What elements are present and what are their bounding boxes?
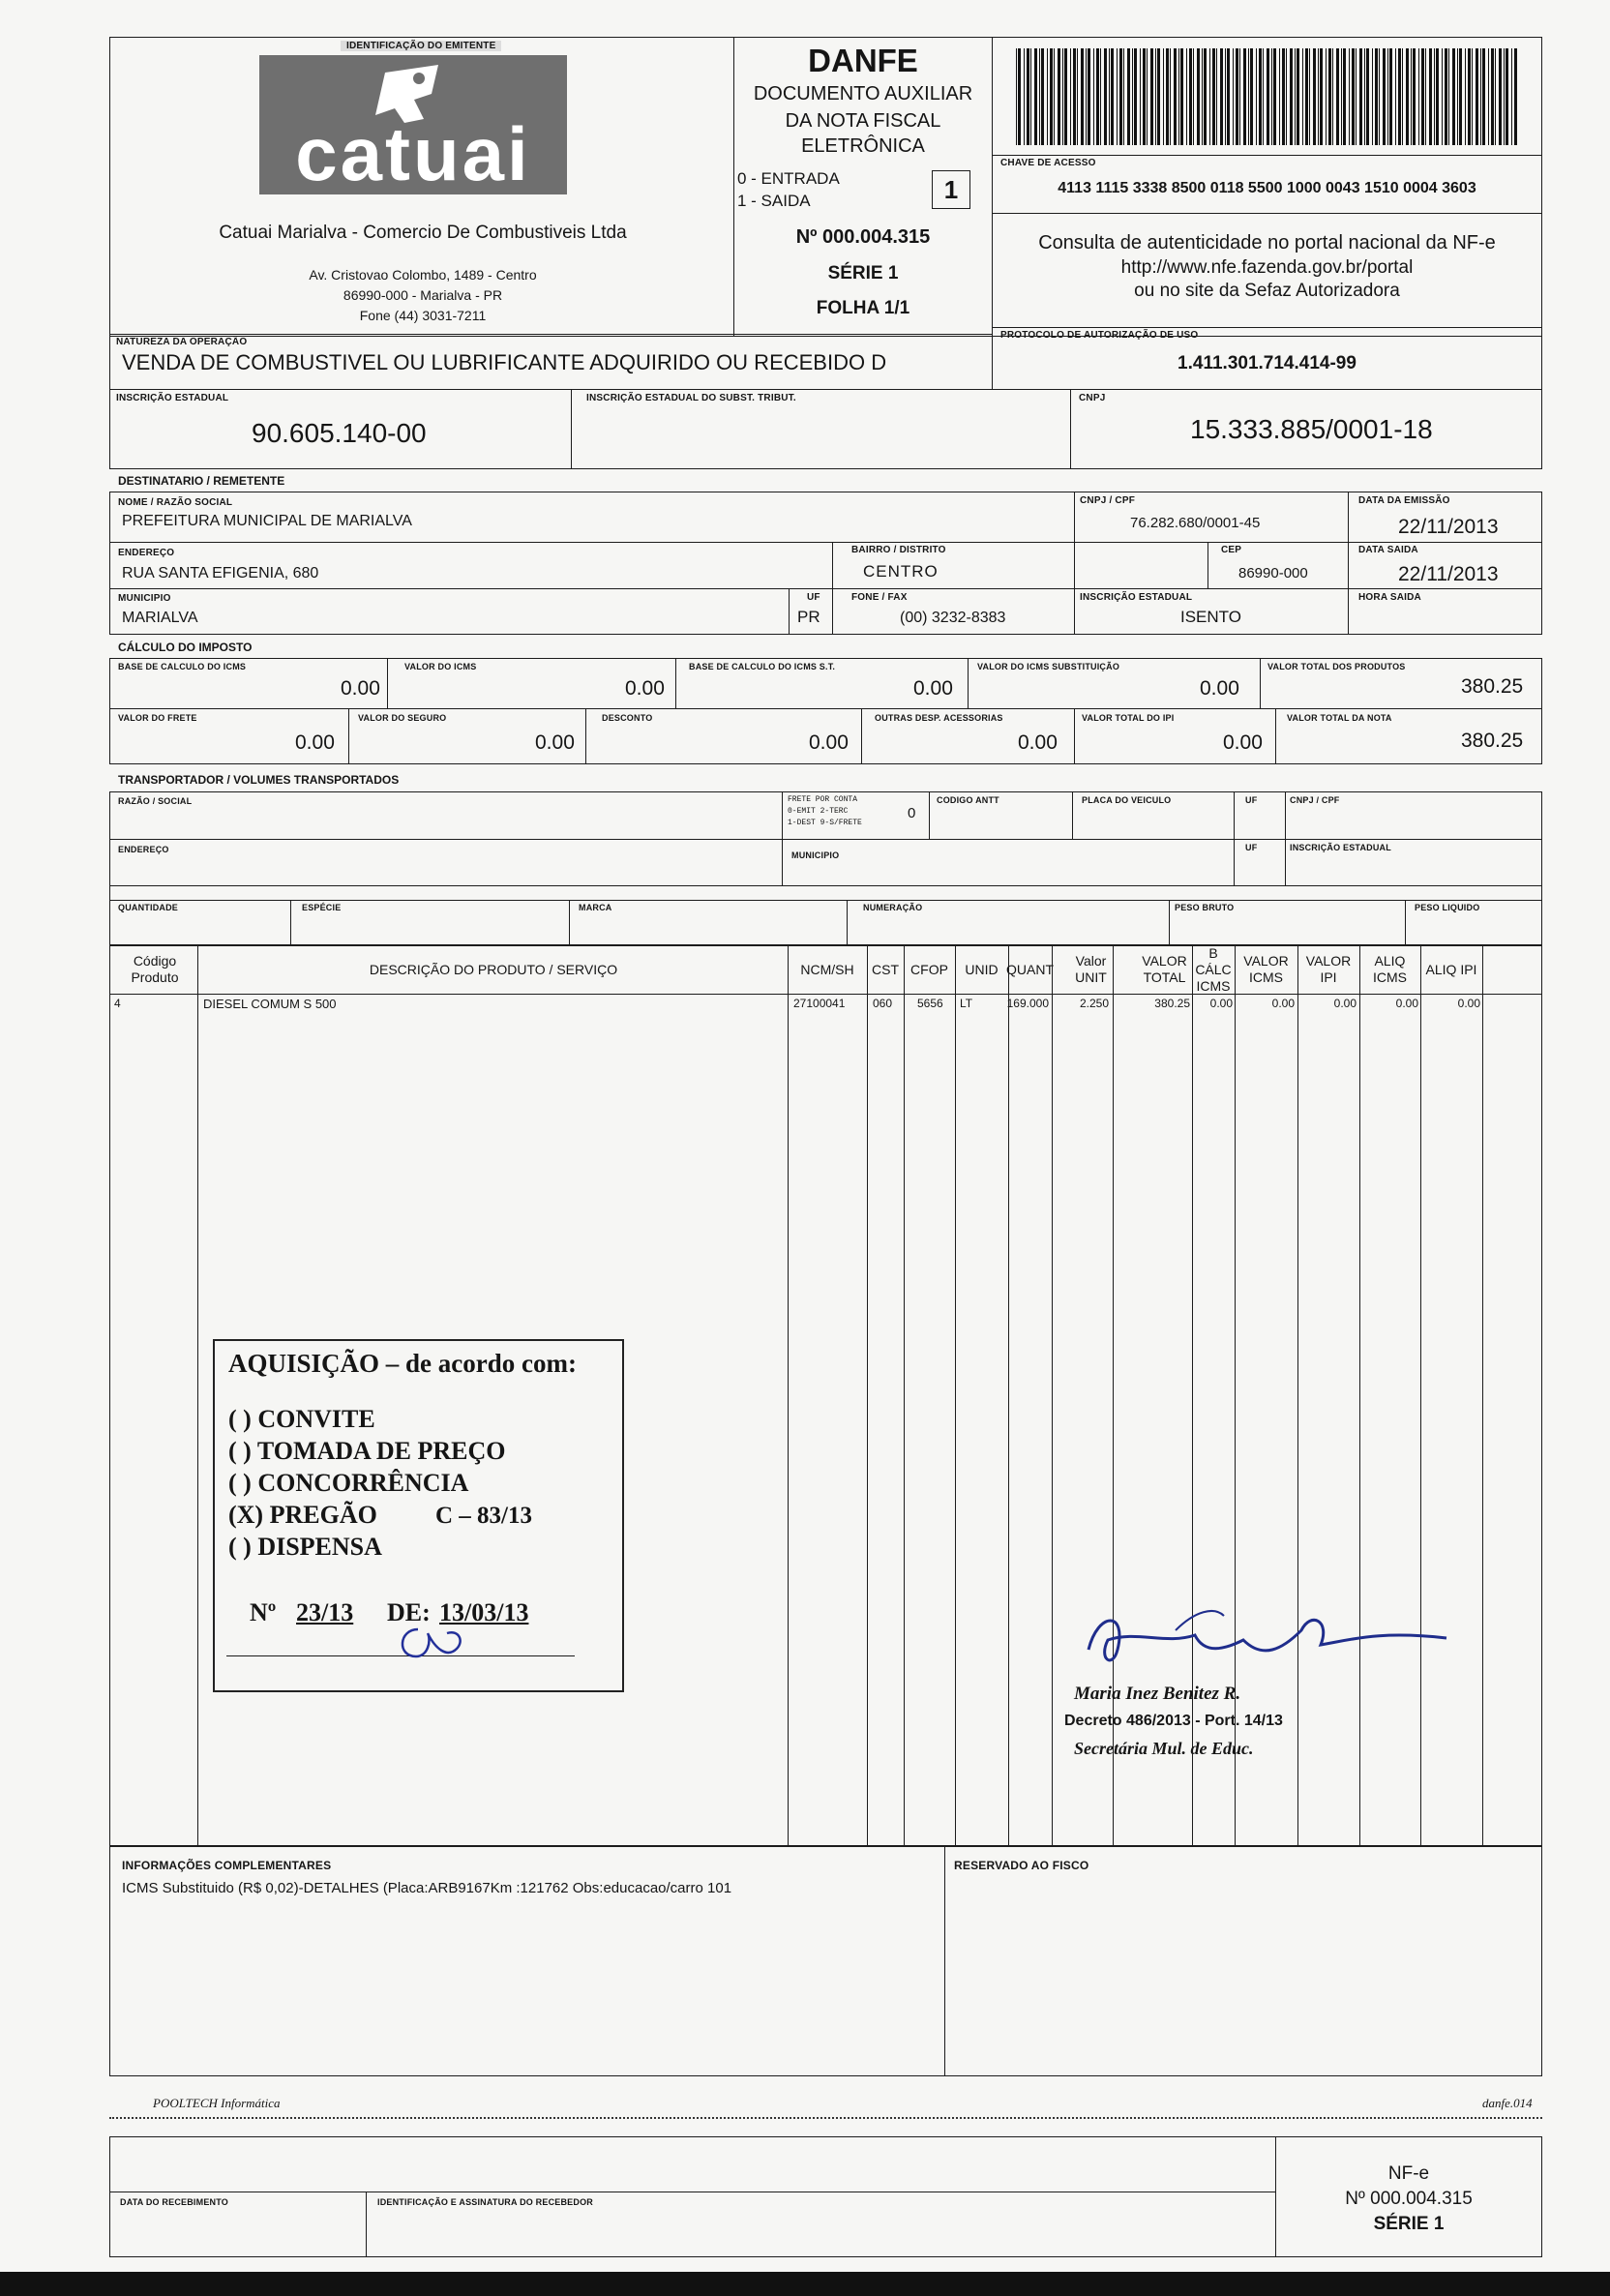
barcode-bar: [1088, 48, 1090, 145]
canhoto-serie: SÉRIE 1: [1373, 2214, 1445, 2234]
dest-fone-label: FONE / FAX: [851, 592, 908, 603]
danfe-folha: FOLHA 1/1: [816, 298, 910, 318]
dest-cep-label: CEP: [1221, 545, 1242, 555]
stamp-de-prefix: DE:: [387, 1598, 431, 1626]
bc-st-label: BASE DE CALCULO DO ICMS S.T.: [689, 662, 836, 671]
dest-bairro: CENTRO: [863, 562, 939, 581]
barcode-bar: [1100, 48, 1101, 145]
footer-right: danfe.014: [1482, 2096, 1533, 2110]
dest-cep: 86990-000: [1238, 565, 1308, 581]
barcode-bar: [1476, 48, 1478, 145]
barcode-bar: [1117, 48, 1118, 145]
info-label: INFORMAÇÕES COMPLEMENTARES: [122, 1859, 332, 1872]
cnpj-value: 15.333.885/0001-18: [1190, 414, 1433, 444]
footer-left: POOLTECH Informática: [153, 2096, 281, 2110]
danfe-saida: 1 - SAIDA: [737, 192, 811, 210]
trans-numeracao-label: NUMERAÇÃO: [863, 903, 923, 912]
barcode-bar: [1452, 48, 1455, 145]
barcode-bar: [1202, 48, 1203, 145]
barcode-bar: [1186, 48, 1187, 145]
ipi: 0.00: [1223, 731, 1263, 754]
company-logo: [259, 55, 567, 194]
barcode-bar: [1341, 48, 1342, 145]
signature-icon: [1059, 1601, 1466, 1688]
trans-liquido-label: PESO LIQUIDO: [1415, 903, 1480, 912]
ie-st-label: INSCRIÇÃO ESTADUAL DO SUBST. TRIBUT.: [586, 393, 796, 403]
barcode-bar: [1263, 48, 1264, 145]
dest-emissao-label: DATA DA EMISSÃO: [1358, 495, 1450, 506]
row-vunit: 2.250: [1079, 997, 1109, 1010]
barcode-bar: [1352, 48, 1355, 145]
barcode-bar: [1491, 48, 1494, 145]
danfe-serie: SÉRIE 1: [827, 263, 899, 283]
cnpj-label: CNPJ: [1079, 393, 1106, 403]
protocolo-value: 1.411.301.714.414-99: [1178, 353, 1357, 373]
stamp-opt3: ( ) CONCORRÊNCIA: [228, 1469, 469, 1497]
row-vicms: 0.00: [1271, 997, 1295, 1010]
barcode-bar: [1018, 48, 1021, 145]
barcode-bar: [1395, 48, 1396, 145]
dest-endereco: RUA SANTA EFIGENIA, 680: [122, 565, 319, 581]
barcode-bar: [1425, 48, 1426, 145]
col-vicms: VALOR ICMS: [1243, 953, 1289, 985]
barcode-bar: [1070, 48, 1071, 145]
v-icms-label: VALOR DO ICMS: [404, 662, 477, 671]
barcode-bar: [1225, 48, 1226, 145]
barcode-icon: [1016, 48, 1519, 145]
barcode-bar: [1134, 48, 1137, 145]
barcode-bar: [1413, 48, 1416, 145]
stamp-opt2: ( ) TOMADA DE PREÇO: [228, 1437, 506, 1465]
barcode-bar: [1081, 48, 1084, 145]
col-vipi: VALOR IPI: [1305, 953, 1352, 985]
row-aliqipi: 0.00: [1457, 997, 1480, 1010]
row-bcicms: 0.00: [1209, 997, 1233, 1010]
barcode-bar: [1204, 48, 1207, 145]
barcode-bar: [1027, 48, 1029, 145]
frete-label: VALOR DO FRETE: [118, 713, 197, 723]
signature-line3: Secretária Mul. de Educ.: [1074, 1739, 1254, 1758]
imposto-section: CÁLCULO DO IMPOSTO: [118, 641, 253, 654]
dest-municipio-label: MUNICIPIO: [118, 593, 171, 604]
barcode-bar: [1073, 48, 1076, 145]
danfe-sub2: DA NOTA FISCAL: [785, 110, 941, 132]
trans-frete-l3: 1-DEST 9-S/FRETE: [788, 819, 862, 827]
barcode-bar: [1326, 48, 1327, 145]
barcode-bar: [1389, 48, 1392, 145]
trans-uf-label: UF: [1245, 795, 1258, 805]
barcode-bar: [1297, 48, 1299, 145]
stamp-num: 23/13: [296, 1598, 354, 1626]
barcode-bar: [1359, 48, 1362, 145]
trans-bruto-label: PESO BRUTO: [1175, 903, 1235, 912]
barcode-bar: [1193, 48, 1194, 145]
barcode-bar: [1336, 48, 1339, 145]
seguro-label: VALOR DO SEGURO: [358, 713, 447, 723]
barcode-bar: [1271, 48, 1272, 145]
barcode-bar: [1062, 48, 1063, 145]
dest-saida-label: DATA SAIDA: [1358, 545, 1418, 555]
row-descricao: DIESEL COMUM S 500: [203, 997, 337, 1011]
barcode-bar: [1178, 48, 1179, 145]
transportador-section: TRANSPORTADOR / VOLUMES TRANSPORTADOS: [118, 773, 400, 787]
barcode-bar: [1295, 48, 1296, 145]
dest-nome: PREFEITURA MUNICIPAL DE MARIALVA: [122, 513, 412, 529]
barcode-bar: [1273, 48, 1276, 145]
barcode-bar: [1465, 48, 1466, 145]
barcode-bar: [1243, 48, 1246, 145]
bc-st: 0.00: [913, 677, 953, 700]
barcode-bar: [1143, 48, 1146, 145]
barcode-bar: [1096, 48, 1099, 145]
stamp-data: 13/03/13: [439, 1598, 529, 1626]
barcode-bar: [1375, 48, 1378, 145]
barcode-bar: [1236, 48, 1238, 145]
barcode-bar: [1109, 48, 1110, 145]
trans-frete-l1: FRETE POR CONTA: [788, 795, 858, 804]
rubric-signature-icon: [389, 1620, 476, 1668]
ie-value: 90.605.140-00: [252, 418, 427, 448]
col-aliqicms: ALIQ ICMS: [1373, 953, 1407, 985]
trans-marca-label: MARCA: [579, 903, 612, 912]
signature-line1: Maria Inez Benitez R.: [1074, 1684, 1241, 1704]
barcode-bar: [1383, 48, 1386, 145]
barcode-bar: [1398, 48, 1401, 145]
barcode-bar: [1157, 48, 1160, 145]
danfe-title: DANFE: [808, 43, 918, 78]
barcode-bar: [1421, 48, 1424, 145]
desconto-label: DESCONTO: [602, 713, 653, 723]
stamp-opt1: ( ) CONVITE: [228, 1405, 375, 1433]
col-bcicms: B CÁLC ICMS: [1195, 944, 1232, 994]
trans-qtd-label: QUANTIDADE: [118, 903, 178, 912]
trans-especie-label: ESPÉCIE: [302, 903, 342, 912]
stamp-opt4-code: C – 83/13: [435, 1503, 532, 1529]
stamp-title: AQUISIÇÃO – de acordo com:: [228, 1349, 577, 1378]
dest-endereco-label: ENDEREÇO: [118, 548, 175, 558]
trans-frete-val: 0: [908, 805, 916, 821]
emitente-phone: Fone (44) 3031-7211: [359, 308, 487, 323]
barcode-bar: [1248, 48, 1249, 145]
dest-ie-label: INSCRIÇÃO ESTADUAL: [1080, 592, 1193, 603]
col-cst: CST: [872, 961, 899, 977]
barcode-bar: [1379, 48, 1380, 145]
stamp-opt5: ( ) DISPENSA: [228, 1533, 382, 1561]
col-vunit: Valor UNIT: [1075, 953, 1107, 985]
barcode-bar: [1064, 48, 1067, 145]
trans-endereco-label: ENDEREÇO: [118, 845, 169, 854]
dest-emissao: 22/11/2013: [1398, 516, 1499, 538]
barcode-bar: [1047, 48, 1048, 145]
frete: 0.00: [295, 731, 335, 754]
v-prod-label: VALOR TOTAL DOS PRODUTOS: [1267, 662, 1406, 671]
barcode-bar: [1434, 48, 1435, 145]
row-unid: LT: [960, 997, 973, 1010]
stamp-opt4: (X) PREGÃO: [228, 1501, 377, 1529]
barcode-bar: [1119, 48, 1122, 145]
consulta-line1: Consulta de autenticidade no portal nacional da NF-e: [1038, 232, 1496, 253]
barcode-bar: [1436, 48, 1439, 145]
bc-icms-label: BASE DE CALCULO DO ICMS: [118, 662, 247, 671]
col-codigo: Código Produto: [131, 953, 179, 985]
scan-edge: [0, 2272, 1610, 2296]
col-unid: UNID: [965, 961, 999, 977]
emitente-address1: Av. Cristovao Colombo, 1489 - Centro: [309, 267, 537, 283]
barcode-bar: [1480, 48, 1481, 145]
barcode-bar: [1016, 48, 1017, 145]
dest-hora-label: HORA SAIDA: [1358, 592, 1421, 603]
nota: 380.25: [1461, 730, 1524, 752]
barcode-bar: [1127, 48, 1130, 145]
barcode-bar: [1104, 48, 1107, 145]
chave-value: 4113 1115 3338 8500 0118 5500 1000 0043 1510 0004 3603: [1058, 180, 1476, 196]
barcode-bar: [1256, 48, 1257, 145]
barcode-bar: [1216, 48, 1217, 145]
v-prod: 380.25: [1461, 675, 1524, 698]
dest-cnpj: 76.282.680/0001-45: [1130, 515, 1261, 531]
barcode-bar: [1111, 48, 1114, 145]
trans-ie-label: INSCRIÇÃO ESTADUAL: [1290, 843, 1391, 852]
barcode-bar: [1429, 48, 1432, 145]
barcode-bar: [1445, 48, 1447, 145]
barcode-bar: [1041, 48, 1044, 145]
barcode-bar: [1086, 48, 1087, 145]
natureza-value: VENDA DE COMBUSTIVEL OU LUBRIFICANTE ADQUIRIDO OU RECEBIDO D: [122, 350, 887, 374]
logo-text: catuai: [295, 111, 531, 196]
barcode-bar: [1163, 48, 1164, 145]
barcode-bar: [1212, 48, 1215, 145]
barcode-bar: [1372, 48, 1373, 145]
consulta-line2[interactable]: http://www.nfe.fazenda.gov.br/portal: [1120, 257, 1414, 278]
barcode-bar: [1132, 48, 1133, 145]
fisco-label: RESERVADO AO FISCO: [954, 1859, 1089, 1872]
barcode-bar: [1305, 48, 1308, 145]
barcode-bar: [1499, 48, 1502, 145]
barcode-bar: [1472, 48, 1473, 145]
barcode-bar: [1227, 48, 1230, 145]
cut-line: [109, 2117, 1542, 2119]
trans-razao-label: RAZÃO / SOCIAL: [118, 796, 193, 806]
barcode-bar: [1364, 48, 1365, 145]
barcode-bar: [1054, 48, 1055, 145]
barcode-bar: [1448, 48, 1449, 145]
signature-line2: Decreto 486/2013 - Port. 14/13: [1064, 1713, 1283, 1729]
row-vipi: 0.00: [1333, 997, 1357, 1010]
row-aliqicms: 0.00: [1395, 997, 1418, 1010]
dest-fone: (00) 3232-8383: [900, 610, 1006, 626]
barcode-bar: [1320, 48, 1323, 145]
emitente-company: Catuai Marialva - Comercio De Combustiveis Ltda: [219, 223, 627, 243]
danfe-numero: Nº 000.004.315: [795, 226, 931, 248]
barcode-bar: [1180, 48, 1183, 145]
col-quant: QUANT: [1006, 961, 1054, 977]
barcode-bar: [1366, 48, 1369, 145]
barcode-bar: [1166, 48, 1169, 145]
barcode-bar: [1309, 48, 1310, 145]
row-cfop: 5656: [917, 997, 943, 1010]
barcode-bar: [1504, 48, 1505, 145]
barcode-bar: [1387, 48, 1388, 145]
barcode-bar: [1250, 48, 1253, 145]
barcode-bar: [1209, 48, 1210, 145]
ie-label: INSCRIÇÃO ESTADUAL: [116, 393, 229, 403]
row-ncm: 27100041: [793, 997, 846, 1010]
barcode-bar: [1343, 48, 1346, 145]
trans-frete-l2: 0-EMIT 2-TERC: [788, 807, 849, 816]
barcode-bar: [1077, 48, 1078, 145]
seguro: 0.00: [535, 731, 575, 754]
natureza-label: NATUREZA DA OPERAÇÃO: [116, 337, 248, 347]
dest-bairro-label: BAIRRO / DISTRITO: [851, 545, 946, 555]
row-quant: 169.000: [1006, 997, 1049, 1010]
chave-label: CHAVE DE ACESSO: [1000, 158, 1096, 168]
v-st: 0.00: [1200, 677, 1239, 700]
dest-uf: PR: [797, 608, 820, 626]
barcode-bar: [1030, 48, 1031, 145]
barcode-bar: [1442, 48, 1443, 145]
trans-placa-label: PLACA DO VEICULO: [1082, 795, 1172, 805]
barcode-bar: [1514, 48, 1517, 145]
barcode-bar: [1411, 48, 1412, 145]
barcode-bar: [1511, 48, 1512, 145]
barcode-bar: [1239, 48, 1240, 145]
barcode-bar: [1034, 48, 1037, 145]
outras-label: OUTRAS DESP. ACESSORIAS: [875, 713, 1003, 723]
bc-icms: 0.00: [341, 677, 380, 700]
barcode-bar: [1495, 48, 1496, 145]
ipi-label: VALOR TOTAL DO IPI: [1082, 713, 1175, 723]
barcode-bar: [1328, 48, 1331, 145]
trans-municipio-label: MUNICIPIO: [791, 850, 840, 860]
barcode-bar: [1024, 48, 1025, 145]
col-ncm: NCM/SH: [800, 961, 854, 977]
barcode-bar: [1123, 48, 1124, 145]
col-aliqipi: ALIQ IPI: [1425, 961, 1477, 977]
barcode-bar: [1302, 48, 1303, 145]
desconto: 0.00: [809, 731, 849, 754]
barcode-bar: [1506, 48, 1508, 145]
barcode-bar: [1093, 48, 1094, 145]
danfe-sub1: DOCUMENTO AUXILIAR: [753, 83, 973, 104]
barcode-bar: [1279, 48, 1280, 145]
barcode-bar: [1189, 48, 1192, 145]
trans-cnpj-label: CNPJ / CPF: [1290, 795, 1340, 805]
barcode-bar: [1282, 48, 1285, 145]
barcode-bar: [1459, 48, 1462, 145]
info-text: ICMS Substituido (R$ 0,02)-DETALHES (Placa:ARB9167Km :121762 Obs:educacao/carro 101: [122, 1880, 732, 1896]
col-cfop: CFOP: [910, 961, 948, 977]
barcode-bar: [1290, 48, 1293, 145]
barcode-bar: [1318, 48, 1319, 145]
aquisicao-stamp: [213, 1339, 624, 1692]
barcode-bar: [1482, 48, 1485, 145]
barcode-bar: [1349, 48, 1350, 145]
row-codigo: 4: [114, 997, 121, 1010]
barcode-bar: [1418, 48, 1419, 145]
barcode-bar: [1150, 48, 1153, 145]
barcode-bar: [1402, 48, 1403, 145]
dest-saida: 22/11/2013: [1398, 563, 1499, 585]
emitente-address2: 86990-000 - Marialva - PR: [343, 287, 503, 303]
barcode-bar: [1267, 48, 1269, 145]
canhoto-data-label: DATA DO RECEBIMENTO: [120, 2197, 228, 2207]
barcode-bar: [1220, 48, 1223, 145]
barcode-bar: [1468, 48, 1471, 145]
barcode-bar: [1356, 48, 1357, 145]
barcode-bar: [1259, 48, 1262, 145]
dest-ie: ISENTO: [1180, 608, 1241, 626]
canhoto-nfe: NF-e: [1387, 2163, 1430, 2184]
barcode-bar: [1332, 48, 1333, 145]
nota-label: VALOR TOTAL DA NOTA: [1287, 713, 1392, 723]
row-cst: 060: [873, 997, 893, 1010]
barcode-bar: [1155, 48, 1156, 145]
dest-cnpj-label: CNPJ / CPF: [1080, 495, 1136, 506]
canhoto-numero: Nº 000.004.315: [1345, 2189, 1473, 2209]
barcode-bar: [1457, 48, 1458, 145]
protocolo-label: PROTOCOLO DE AUTORIZAÇÃO DE USO: [1000, 330, 1199, 341]
barcode-bar: [1197, 48, 1200, 145]
danfe-entrada: 0 - ENTRADA: [737, 169, 840, 188]
barcode-bar: [1406, 48, 1409, 145]
barcode-bar: [1050, 48, 1053, 145]
barcode-bar: [1147, 48, 1148, 145]
barcode-bar: [1286, 48, 1287, 145]
outras: 0.00: [1018, 731, 1058, 754]
col-descricao: DESCRIÇÃO DO PRODUTO / SERVIÇO: [369, 961, 618, 977]
barcode-bar: [1313, 48, 1316, 145]
barcode-bar: [1488, 48, 1489, 145]
trans-uf2-label: UF: [1245, 843, 1258, 852]
dest-uf-label: UF: [807, 592, 820, 603]
dest-municipio: MARIALVA: [122, 610, 198, 626]
danfe-tipo: 1: [932, 170, 970, 209]
barcode-bar: [1039, 48, 1040, 145]
danfe-sub3: ELETRÔNICA: [801, 135, 925, 157]
barcode-bar: [1174, 48, 1177, 145]
dest-nome-label: NOME / RAZÃO SOCIAL: [118, 497, 233, 508]
barcode-bar: [1233, 48, 1234, 145]
barcode-bar: [1058, 48, 1060, 145]
consulta-line3: ou no site da Sefaz Autorizadora: [1134, 281, 1400, 301]
row-vtotal: 380.25: [1154, 997, 1190, 1010]
barcode-bar: [1170, 48, 1171, 145]
col-vtotal: VALOR TOTAL: [1142, 953, 1187, 985]
stamp-num-prefix: Nº: [250, 1598, 277, 1626]
emitente-label: IDENTIFICAÇÃO DO EMITENTE: [341, 41, 501, 51]
v-icms: 0.00: [625, 677, 665, 700]
barcode-bar: [1140, 48, 1141, 145]
v-st-label: VALOR DO ICMS SUBSTITUIÇÃO: [977, 662, 1120, 671]
trans-antt-label: CODIGO ANTT: [937, 795, 999, 805]
destinatario-section: DESTINATARIO / REMETENTE: [118, 474, 285, 488]
canhoto-id-label: IDENTIFICAÇÃO E ASSINATURA DO RECEBEDOR: [377, 2197, 593, 2207]
